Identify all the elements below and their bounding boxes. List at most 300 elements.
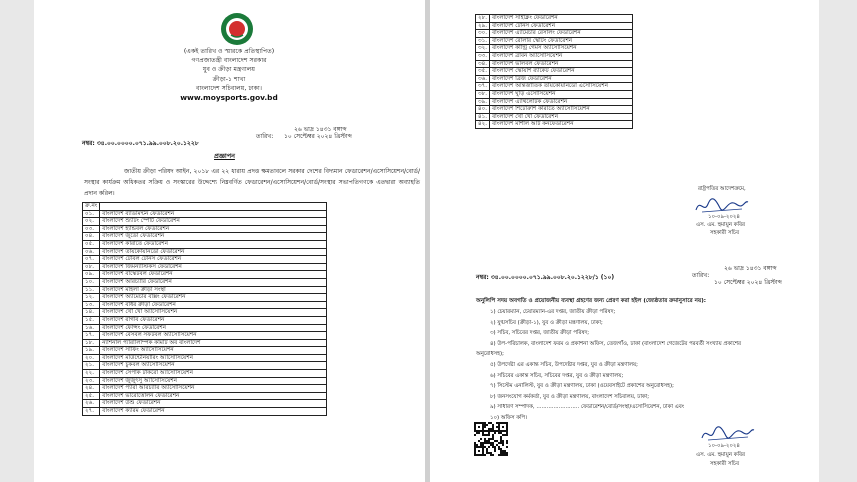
qr-module	[496, 444, 498, 446]
qr-module	[480, 438, 482, 440]
table-row	[476, 90, 633, 98]
memo-date-gregorian: ১০ সেপ্টেম্বর ২০২৪ খ্রিস্টাব্দ	[284, 133, 352, 140]
qr-module	[506, 454, 508, 456]
qr-module	[502, 422, 504, 424]
qr-module	[482, 432, 484, 434]
table-row	[83, 332, 327, 340]
federation-serial: ০৩.	[83, 225, 100, 233]
qr-module	[506, 442, 508, 444]
table-row	[83, 324, 327, 332]
federation-table-part-1	[82, 202, 327, 416]
qr-module	[474, 452, 476, 454]
qr-module	[474, 448, 476, 450]
qr-module	[474, 446, 476, 448]
qr-module	[494, 432, 496, 434]
qr-module	[492, 430, 494, 432]
list-item: ৯) সাধারণ সম্পাদক, ......................... ফেডারেশন/বোর্ড/সংস্থা/এসোসিয়েশন, ঢাকা এবং	[490, 404, 685, 411]
qr-module	[480, 444, 482, 446]
federation-serial: ২৮.	[476, 15, 490, 23]
federation-serial: ৩২.	[476, 45, 490, 53]
federation-serial: ৩১.	[476, 37, 490, 45]
federation-serial: ১৮.	[83, 339, 100, 347]
qr-module	[486, 450, 488, 452]
federation-name: বাংলাদেশ জুজুৎসু অ্যাসোসিয়েশন	[100, 377, 327, 385]
qr-module	[478, 450, 480, 452]
table-row	[83, 316, 327, 324]
federation-name: বাংলাদেশ ঘুড়ি এসোসিয়েশন	[490, 90, 633, 98]
federation-name: বাংলাদেশ শিটোরুশি কারাতে অ্যাসোসিয়েশন	[490, 106, 633, 114]
federation-serial: ০৭.	[83, 256, 100, 264]
qr-module	[502, 450, 504, 452]
federation-name: বাংলাদেশ কারাতে ফেডারেশন	[100, 240, 327, 248]
federation-name: বাংলাদেশ হ্যান্ডবল ফেডারেশন	[100, 225, 327, 233]
qr-module	[502, 440, 504, 442]
federation-name: বাংলাদেশ মাউন্টেনিয়ারিং অ্যাসোসিয়েশন	[100, 354, 327, 362]
header-govt: গণপ্রজাতন্ত্রী বাংলাদেশ সরকার	[191, 57, 267, 65]
viewer-background-right	[819, 0, 857, 482]
table-row	[476, 75, 633, 83]
qr-code-image	[474, 422, 508, 456]
qr-module	[500, 448, 502, 450]
qr-module	[492, 434, 494, 436]
federation-name: বাংলাদেশ খো খো অ্যাসোসিয়েশন	[100, 309, 327, 317]
list-item: ১) চেয়ারম্যান, চেয়ারম্যান-এর দপ্তর, জাতীয় ক্রীড়া পরিষদ;	[490, 309, 616, 315]
qr-module	[504, 452, 506, 454]
federation-name: বাংলাদেশ রাগবি ফেডারেশন	[100, 316, 327, 324]
qr-module	[482, 450, 484, 452]
qr-module	[488, 442, 490, 444]
federation-name: বাংলাদেশ বধির ক্রীড়া ফেডারেশন	[100, 301, 327, 309]
page-title: প্রজ্ঞাপন	[214, 152, 235, 160]
federation-name: বাংলাদেশ মার্শাল আর্ট কনফেডারেশন	[490, 121, 633, 129]
qr-module	[498, 432, 500, 434]
qr-module	[488, 430, 490, 432]
federation-serial: ৩৬.	[476, 75, 490, 83]
memo2-date-bangla: ২৬ ভাদ্র ১৪৩১ বঙ্গাব্দ	[724, 265, 777, 272]
table-row	[476, 37, 633, 45]
federation-name: বাংলাদেশ ভলিবল ফেডারেশন	[490, 60, 633, 68]
qr-module	[494, 430, 496, 432]
qr-module	[474, 434, 476, 436]
qr-module	[500, 438, 502, 440]
qr-module	[506, 422, 508, 424]
qr-module	[498, 422, 500, 424]
federation-name: বাংলাদেশ জুডো ফেডারেশন	[100, 233, 327, 241]
qr-module	[500, 440, 502, 442]
qr-module	[474, 450, 476, 452]
federation-serial: ০৮.	[83, 263, 100, 271]
qr-module	[476, 430, 478, 432]
federation-name: বাংলাদেশ টেনিস ফেডারেশন	[490, 22, 633, 30]
federation-serial: ৩৮.	[476, 90, 490, 98]
qr-module	[478, 432, 480, 434]
qr-module	[500, 454, 502, 456]
qr-module	[490, 442, 492, 444]
list-item: ৫) উপদেষ্টা এর একান্ত সচিব, উপদেষ্টার দপ্তর, যুব ও ক্রীড়া মন্ত্রণালয়;	[490, 361, 638, 368]
table-row	[83, 294, 327, 302]
federation-serial: ১৩.	[83, 301, 100, 309]
federation-serial: ১৭.	[83, 332, 100, 340]
federation-serial: ০৪.	[83, 233, 100, 241]
header-section: ক্রীড়া-১ শাখা	[212, 75, 246, 83]
qr-module	[488, 432, 490, 434]
qr-module	[474, 428, 476, 430]
qr-module	[480, 422, 482, 424]
federation-name: বাংলাদেশ ফেন্সিং ফেডারেশন	[100, 324, 327, 332]
qr-module	[496, 422, 498, 424]
government-emblem-icon	[220, 12, 254, 46]
list-item: ৩) সচিব, সচিবের দপ্তর, জাতীয় ক্রীড়া পরিষদ;	[490, 330, 590, 337]
qr-module	[492, 424, 494, 426]
qr-module	[506, 426, 508, 428]
qr-module	[492, 426, 494, 428]
qr-module	[480, 430, 482, 432]
list-item: ৭) সিস্টেম এনালিস্ট, যুব ও ক্রীড়া মন্ত্রণালয়, ঢাকা (ওয়েবসাইটে প্রকাশের অনুরোধসহ);	[490, 383, 674, 390]
federation-name: বাংলাদেশ ক্যারম ফেডারেশন	[100, 408, 327, 416]
qr-module	[486, 452, 488, 454]
table-row	[83, 240, 327, 248]
federation-name: বাংলাদেশ অ্যামেচার বক্সিং ফেডারেশন	[100, 294, 327, 302]
federation-serial: ১১.	[83, 286, 100, 294]
qr-module	[474, 454, 476, 456]
qr-module	[506, 430, 508, 432]
federation-name: বাংলাদেশ বেসবল সফটবল অ্যাসোসিয়েশন	[100, 332, 327, 340]
qr-module	[498, 426, 500, 428]
qr-module	[502, 454, 504, 456]
qr-module	[486, 424, 488, 426]
federation-serial: ২৯.	[476, 22, 490, 30]
qr-module	[500, 436, 502, 438]
table-row	[476, 52, 633, 60]
qr-module	[506, 446, 508, 448]
distribution-list	[476, 307, 819, 424]
federation-name: বাংলাদেশ ব্রিজ ফেডারেশন	[490, 75, 633, 83]
qr-module	[474, 422, 476, 424]
qr-module	[482, 426, 484, 428]
table-row	[83, 362, 327, 370]
federation-serial: ৩৪.	[476, 60, 490, 68]
federation-serial: ২৫.	[83, 392, 100, 400]
federation-name: বাংলাদেশ ব্রাবন অ্যাসোসিয়েশন	[490, 52, 633, 60]
qr-module	[476, 432, 478, 434]
table-row	[83, 210, 327, 218]
federation-name: বাংলাদেশ শ্যুটিং স্পোর্ট ফেডারেশন	[100, 218, 327, 226]
table-row	[476, 15, 633, 23]
signer-designation-2: সহকারী সচিব	[710, 461, 739, 467]
list-item: ৮) জনসংযোগ কর্মকর্তা, যুব ও ক্রীড়া মন্ত্রণালয়, বাংলাদেশ সচিবালয়, ঢাকা;	[490, 393, 650, 400]
federation-serial: ১৯.	[83, 347, 100, 355]
memo2-number: নম্বর: ৩৪.০০.০০০০.০৭১.৯৯.০০৮.২০.১২২৮/১ (১০)	[476, 274, 615, 281]
qr-module	[476, 454, 478, 456]
table-row	[83, 301, 327, 309]
signature-date: ১০-০৯-২০২৪	[708, 214, 740, 220]
table-row	[83, 278, 327, 286]
qr-module	[486, 434, 488, 436]
table-row	[476, 106, 633, 114]
list-item: অনুরোধসহ);	[476, 351, 504, 358]
qr-module	[492, 446, 494, 448]
qr-module	[482, 424, 484, 426]
federation-serial: ১৪.	[83, 309, 100, 317]
qr-module	[484, 426, 486, 428]
table-row	[83, 370, 327, 378]
qr-module	[500, 452, 502, 454]
federation-name: বাংলাদেশ টেবিল টেনিস ফেডারেশন	[100, 256, 327, 264]
qr-module	[478, 430, 480, 432]
qr-module	[484, 438, 486, 440]
qr-module	[498, 446, 500, 448]
qr-module	[476, 422, 478, 424]
qr-module	[482, 434, 484, 436]
table-row	[83, 400, 327, 408]
table-row	[83, 233, 327, 241]
qr-module	[504, 430, 506, 432]
qr-module	[480, 446, 482, 448]
table-row	[476, 113, 633, 121]
table-row	[83, 392, 327, 400]
qr-module	[482, 446, 484, 448]
federation-name: বাংলাদেশ মহিলা ক্রীড়া সংস্থা	[100, 286, 327, 294]
federation-table-part-2	[475, 14, 633, 129]
table-header-row	[83, 203, 327, 211]
signer-designation: সহকারী সচিব	[710, 230, 739, 236]
federation-name: বাংলাদেশ আন্তর্জাতিক তায়কোয়ানডো এসোসিয়েশন	[490, 83, 633, 91]
signer-name-2: এস. এম. হুমায়ুন কবির	[696, 452, 745, 458]
qr-module	[500, 442, 502, 444]
qr-module	[484, 446, 486, 448]
qr-module	[486, 440, 488, 442]
federation-name: বাংলাদেশ বাস্কেটবল ফেডারেশন	[100, 271, 327, 279]
qr-module	[490, 444, 492, 446]
table-row	[83, 385, 327, 393]
qr-module	[484, 430, 486, 432]
federation-name: বাংলাদেশ চুকবল অ্যাসোসিয়েশন	[100, 362, 327, 370]
qr-module	[502, 430, 504, 432]
qr-module	[502, 444, 504, 446]
memo2-date-label: তারিখ:	[692, 272, 710, 279]
federation-name: বাংলাদেশ স্কোয়াশ র‍্যাকেট ফেডারেশন	[490, 68, 633, 76]
qr-module	[482, 442, 484, 444]
federation-name: বাংলাদেশ কান্ট্রি গেমস অ্যাসোসিয়েশন	[490, 45, 633, 53]
document-page-2	[430, 0, 819, 482]
federation-serial: ২০.	[83, 354, 100, 362]
qr-module	[502, 452, 504, 454]
table-row	[476, 121, 633, 129]
qr-module	[506, 440, 508, 442]
federation-serial: ০২.	[83, 218, 100, 226]
federation-serial: ১২.	[83, 294, 100, 302]
federation-serial: ০৬.	[83, 248, 100, 256]
qr-module	[488, 452, 490, 454]
qr-module	[492, 442, 494, 444]
federation-name: বাংলাদেশ সার্ফিং অ্যাসোসিয়েশন	[100, 347, 327, 355]
qr-module	[498, 448, 500, 450]
qr-module	[474, 426, 476, 428]
qr-module	[498, 454, 500, 456]
federation-name: বাংলাদেশ এ্যামেচার রেসলিং ফেডারেশন	[490, 30, 633, 38]
signature-date-2: ১০-০৯-২০২৪	[708, 443, 740, 449]
table-row	[83, 339, 327, 347]
qr-module	[496, 440, 498, 442]
federation-serial: ১০.	[83, 278, 100, 286]
table-row	[476, 30, 633, 38]
table-row	[83, 347, 327, 355]
qr-module	[492, 436, 494, 438]
table-row	[83, 248, 327, 256]
table-row	[476, 83, 633, 91]
federation-name: বাংলাদেশ আরচ্যারি ফেডারেশন	[100, 278, 327, 286]
federation-serial: ৪২.	[476, 121, 490, 129]
signature-image	[692, 194, 752, 216]
table-row	[476, 22, 633, 30]
qr-module	[504, 454, 506, 456]
header-website: www.moysports.gov.bd	[180, 93, 278, 103]
qr-module	[478, 422, 480, 424]
table-row	[476, 45, 633, 53]
qr-module	[484, 424, 486, 426]
qr-module	[506, 452, 508, 454]
qr-module	[494, 448, 496, 450]
table-row	[83, 271, 327, 279]
memo-date-label: তারিখ:	[256, 133, 274, 140]
qr-module	[480, 454, 482, 456]
memo-date-bangla: ২৬ ভাদ্র ১৪৩১ বঙ্গাব্দ	[294, 126, 347, 133]
qr-module	[490, 452, 492, 454]
qr-module	[492, 438, 494, 440]
table-header-serial: ক্র.নং	[83, 203, 100, 211]
qr-module	[476, 446, 478, 448]
table-row	[476, 68, 633, 76]
qr-module	[486, 442, 488, 444]
qr-module	[488, 428, 490, 430]
header-block	[114, 47, 344, 102]
qr-module	[498, 428, 500, 430]
federation-serial: ২২.	[83, 370, 100, 378]
qr-module	[492, 428, 494, 430]
federation-name: বাংলাদেশ সেপাক টাকরো অ্যাসোসিয়েশন	[100, 370, 327, 378]
order-line: রাষ্ট্রপতির আদেশক্রমে,	[698, 186, 746, 192]
qr-module	[506, 434, 508, 436]
table-row	[83, 286, 327, 294]
federation-serial: ২১.	[83, 362, 100, 370]
viewer-background-left	[0, 0, 34, 482]
header-ministry: যুব ও ক্রীড়া মন্ত্রণালয়	[202, 66, 256, 74]
qr-module	[480, 442, 482, 444]
federation-serial: ২৭.	[83, 408, 100, 416]
header-tagline: (একই তারিখ ও স্মারকে প্রতিস্থাপিত)	[183, 48, 275, 55]
qr-module	[484, 422, 486, 424]
federation-name: বাংলাদেশ তায়কোয়ানডো ফেডারেশন	[100, 248, 327, 256]
federation-name: বাংলাদেশ সাইক্লিং ফেডারেশন	[490, 15, 633, 23]
header-address: বাংলাদেশ সচিবালয়, ঢাকা।	[196, 84, 262, 92]
qr-module	[498, 424, 500, 426]
qr-module	[494, 446, 496, 448]
federation-serial: ৩৫.	[476, 68, 490, 76]
federation-serial: ৩৯.	[476, 98, 490, 106]
qr-module	[504, 434, 506, 436]
qr-module	[498, 430, 500, 432]
federation-serial: ০৫.	[83, 240, 100, 248]
distribution-heading: অনুলিপি সদয় অবগতি ও প্রয়োজনীয় ব্যবস্থা গ্রহণের জন্য প্রেরণ করা হইল (জ্যেষ্ঠতার ক্রমানুসারে নয়):	[476, 298, 707, 304]
qr-module	[488, 446, 490, 448]
federation-name: বাংলাদেশ প্যারা আরচ্যারি অ্যাসোসিয়েশন	[100, 385, 327, 393]
qr-module	[490, 422, 492, 424]
qr-module	[492, 454, 494, 456]
qr-module	[494, 440, 496, 442]
qr-module	[482, 444, 484, 446]
list-item: ৬) সচিবের একান্ত সচিব, সচিবের দপ্তর, যুব ও ক্রীড়া মন্ত্রণালয়;	[490, 372, 624, 379]
qr-module	[488, 440, 490, 442]
memo-number: নম্বর: ৩৪.০০.০০০০.০৭১.৯৯.০০৮.২০.১২২৮	[82, 140, 199, 147]
qr-module	[500, 450, 502, 452]
signer-name: এস. এম. হুমায়ুন কবির	[696, 222, 745, 228]
qr-module	[484, 454, 486, 456]
qr-module	[486, 448, 488, 450]
table-row	[476, 98, 633, 106]
qr-module	[500, 430, 502, 432]
table-header-blank	[100, 203, 327, 211]
federation-name: বাংলাদেশ ব্যাডমিন্টন ফেডারেশন	[100, 210, 327, 218]
table-row	[83, 377, 327, 385]
federation-serial: ৩০.	[476, 30, 490, 38]
qr-module	[474, 444, 476, 446]
qr-module	[504, 450, 506, 452]
federation-name: ন্যাশনাল প্যারালিম্পিক কমিটি অব বাংলাদেশ	[100, 339, 327, 347]
qr-module	[482, 452, 484, 454]
federation-name: বাংলাদেশ উশু ফেডারেশন	[100, 400, 327, 408]
qr-module	[484, 434, 486, 436]
qr-module	[496, 426, 498, 428]
document-page-1	[34, 0, 425, 482]
federation-serial: ৩৩.	[476, 52, 490, 60]
table-row	[83, 408, 327, 416]
qr-module	[496, 430, 498, 432]
federation-serial: ০১.	[83, 210, 100, 218]
table-row	[83, 225, 327, 233]
qr-module	[488, 422, 490, 424]
qr-module	[484, 442, 486, 444]
list-item: ৪) উপ-পরিচালক, বাংলাদেশ ফরম ও প্রকাশনা অফিস, তেজগাঁও, ঢাকা (বাংলাদেশ গেজেটের পরবর্তী সংখ্যায় প্রকাশের	[490, 340, 742, 347]
federation-serial: ১৫.	[83, 316, 100, 324]
qr-module	[478, 454, 480, 456]
qr-module	[490, 428, 492, 430]
signature-image-2	[698, 422, 758, 444]
federation-serial: ৪০.	[476, 106, 490, 114]
federation-serial: ২৪.	[83, 385, 100, 393]
federation-serial: ২৩.	[83, 377, 100, 385]
table-row	[83, 263, 327, 271]
qr-module	[500, 432, 502, 434]
federation-name: বাংলাদেশ এ্যাথলেটিক ফেডারেশন	[490, 98, 633, 106]
qr-module	[502, 426, 504, 428]
federation-serial: ১৬.	[83, 324, 100, 332]
qr-module	[474, 430, 476, 432]
qr-module	[476, 444, 478, 446]
table-row	[83, 309, 327, 317]
qr-module	[502, 434, 504, 436]
federation-serial: ৪১.	[476, 113, 490, 121]
table-row	[83, 256, 327, 264]
qr-module	[482, 428, 484, 430]
qr-module	[482, 454, 484, 456]
qr-module	[506, 424, 508, 426]
qr-module	[474, 442, 476, 444]
qr-module	[504, 422, 506, 424]
table-row	[83, 354, 327, 362]
qr-module	[506, 428, 508, 430]
qr-module	[492, 444, 494, 446]
table-row	[476, 60, 633, 68]
